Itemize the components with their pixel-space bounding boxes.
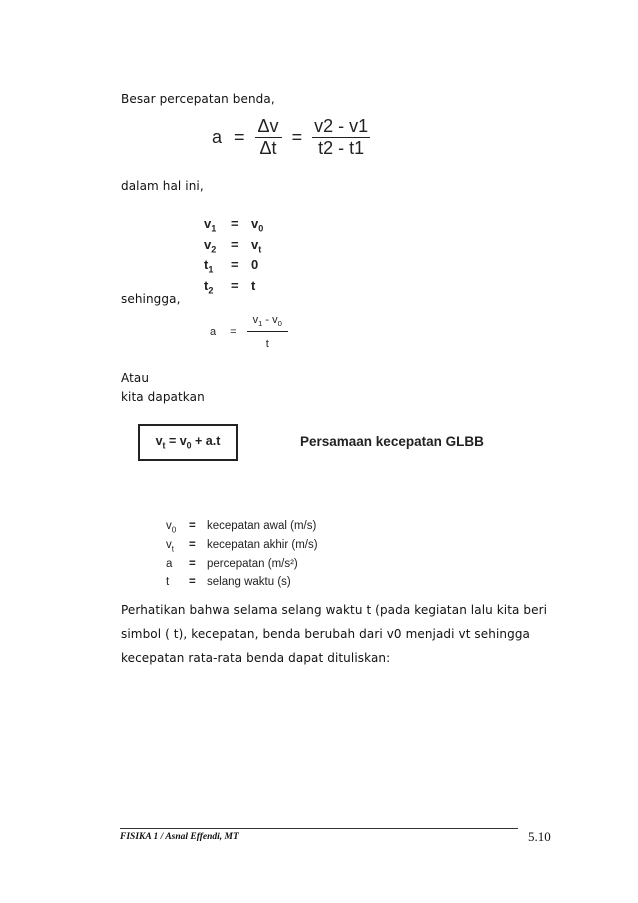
- condition-row: $t_1$ = 0: [204, 257, 259, 275]
- numerator-delta-v: Δv: [257, 116, 279, 136]
- eq2-equals: =: [230, 326, 237, 339]
- acceleration-simplified-equation: [210, 314, 288, 350]
- condition-row: $v_1$ = $v_0$: [204, 216, 264, 234]
- acceleration-equation: [212, 116, 370, 159]
- legend-row: t = selang waktu (s): [166, 576, 291, 589]
- condition-row: $v_2$ = $v_t$: [204, 236, 262, 255]
- fraction-difference: [312, 116, 370, 159]
- boxed-velocity-equation: $v_t = v_0 + a.t$: [138, 424, 238, 461]
- context-text: dalam hal ini,: [121, 179, 204, 193]
- legend-row: $v_t$ = kecepatan akhir (m/s): [166, 538, 318, 554]
- footer-rule: [120, 828, 518, 829]
- eq1-a: a: [212, 127, 223, 147]
- numerator-v-difference: v2 - v1: [314, 116, 369, 136]
- hence-text: sehingga,: [121, 292, 181, 306]
- eq2-denominator: t: [265, 338, 269, 351]
- eq1-equals: =: [234, 127, 245, 147]
- eq2-a: a: [210, 326, 217, 339]
- equation-title: Persamaan kecepatan GLBB: [300, 434, 484, 449]
- obtain-text: kita dapatkan: [121, 390, 205, 404]
- denominator-delta-t: Δt: [259, 138, 277, 158]
- atau-text: Atau: [121, 371, 150, 385]
- explanation-paragraph: [121, 598, 547, 670]
- fraction-delta: [255, 116, 282, 159]
- denominator-t-difference: t2 - t1: [318, 138, 365, 158]
- page-number: 5.10: [528, 829, 551, 844]
- condition-row: $t_2$ = t: [204, 277, 256, 296]
- eq2-numerator: $v_1 - v_0$: [252, 314, 282, 329]
- variable-legend: [166, 519, 318, 594]
- eq1-equals-2: =: [291, 127, 303, 147]
- paragraph-line: kecepatan rata-rata benda dapat dituliskan:: [121, 651, 391, 665]
- eq2-fraction: [247, 314, 288, 350]
- footer-author: FISIKA 1 / Asnal Effendi, MT: [120, 832, 239, 842]
- intro-text: Besar percepatan benda,: [121, 92, 275, 106]
- paragraph-line: Perhatikan bahwa selama selang waktu t (pada kegiatan lalu kita beri: [121, 603, 548, 617]
- paragraph-line: simbol ( t), kecepatan, benda berubah dari v0 menjadi vt sehingga: [121, 627, 530, 641]
- legend-row: $v_0$ = kecepatan awal (m/s): [166, 520, 317, 535]
- conditions-list: [204, 216, 263, 298]
- legend-row: a = percepatan (m/s²): [166, 557, 298, 570]
